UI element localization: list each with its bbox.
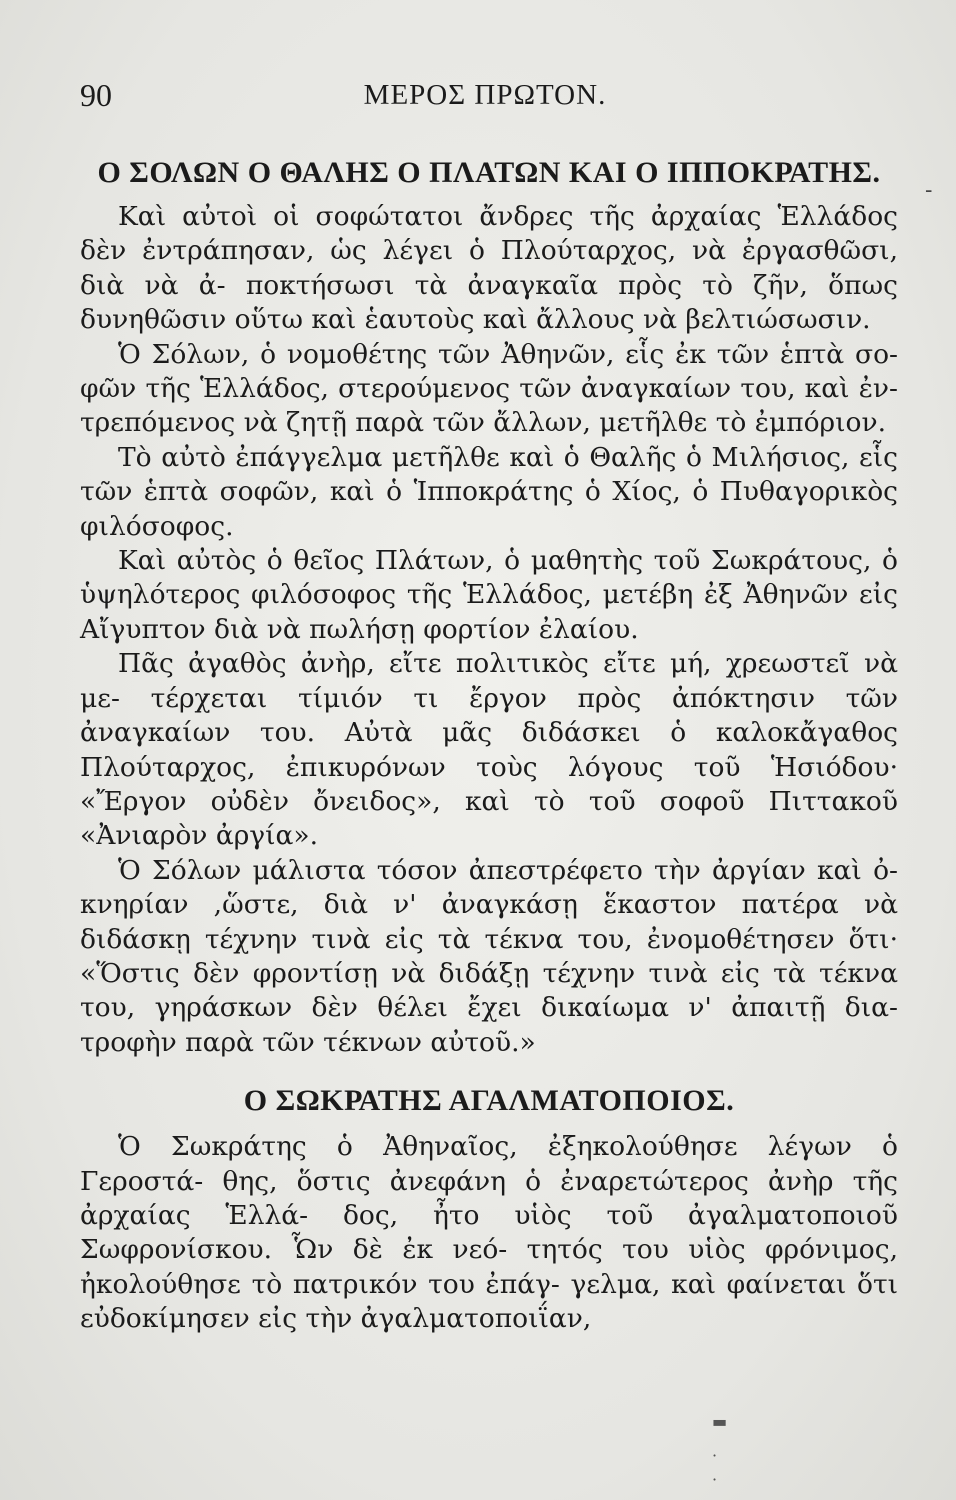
text-block — [80, 140, 898, 1337]
paragraph: Ὁ Σωκράτης ὁ Ἀθηναῖος, ἐξηκολούθησε λέγων ὁ Γεροστά- θης, ὅστις ἀνεφάνη ὁ ἐναρετώτερος ἀνὴρ τῆς ἀρχαίας Ἑλλά- δος, ἦτο υἱὸς τοῦ ἀγαλματοποιοῦ Σωφρονίσκου. Ὧν δὲ ἐκ νεό- τητός του υἱὸς φρόνιμος, ἠκολούθησε τὸ πατρικόν του ἐπάγ- γελμα, καὶ φαίνεται ὅτι εὐδοκίμησεν εἰς τὴν ἀγαλματοποιΐαν, — [80, 1131, 898, 1335]
running-head — [80, 70, 890, 120]
print-speck: ▬ — [712, 1412, 728, 1431]
margin-mark: - — [925, 178, 933, 203]
paragraph: Καὶ αὐτὸς ὁ θεῖος Πλάτων, ὁ μαθητὴς τοῦ Σωκράτους, ὁ ὑψηλότερος φιλόσοφος τῆς Ἑλλάδος, μετέβη ἐξ Ἀθηνῶν εἰς Αἴγυπτον διὰ νὰ πωλήσῃ φορτίον ἐλαίου. — [80, 545, 898, 645]
print-speck: · — [712, 1470, 718, 1489]
paragraph: Τὸ αὐτὸ ἐπάγγελμα μετῆλθε καὶ ὁ Θαλῆς ὁ Μιλήσιος, εἷς τῶν ἑπτὰ σοφῶν, καὶ ὁ Ἱπποκράτης ὁ Χίος, ὁ Πυθαγορικὸς φιλόσοφος. — [80, 441, 898, 542]
paragraph: Πᾶς ἀγαθὸς ἀνὴρ, εἴτε πολιτικὸς εἴτε μή, χρεωστεῖ νὰ με- τέρχεται τίμιόν τι ἔργον πρὸς ἀπόκτησιν τῶν ἀναγκαίων του. Αὐτὰ μᾶς διδάσκει ὁ καλοκἄγαθος Πλούταρχος, ἐπικυρόνων τοὺς λόγους τοῦ Ἡσιόδου· «Ἔργον οὐδὲν ὄνειδος», καὶ τὸ τοῦ σοφοῦ Πιττακοῦ «Ἀνιαρὸν ἀργία». — [80, 648, 898, 852]
paragraph: Ὁ Σόλων μάλιστα τόσον ἀπεστρέφετο τὴν ἀργίαν καὶ ὀ- κνηρίαν ,ὥστε, διὰ ν' ἀναγκάσῃ ἕκαστον πατέρα νὰ διδάσκῃ τέχνην τινὰ εἰς τὰ τέκνα του, ἐνομοθέτησεν ὅτι· «Ὅστις δὲν φροντίσῃ νὰ διδάξῃ τέχνην τινὰ εἰς τὰ τέκνα του, γηράσκων δὲν θέλει ἔχει δικαίωμα ν' ἀπαιτῇ δια- τροφὴν παρὰ τῶν τέκνων αὐτοῦ.» — [80, 854, 898, 1058]
page-number: 90 — [80, 77, 112, 113]
print-speck: · — [712, 1446, 718, 1465]
section-heading-solon: Ο ΣΟΛΩΝ Ο ΘΑΛΗΣ Ο ΠΛΑΤΩΝ ΚΑΙ Ο ΙΠΠΟΚΡΑΤΗΣ. — [97, 156, 881, 189]
paragraph: Ὁ Σόλων, ὁ νομοθέτης τῶν Ἀθηνῶν, εἷς ἐκ τῶν ἑπτὰ σο- φῶν τῆς Ἑλλάδος, στερούμενος τῶν ἀναγκαίων του, καὶ ἐν- τρεπόμενος νὰ ζητῇ παρὰ τῶν ἄλλων, μετῆλθε τὸ ἐμπόριον. — [80, 338, 898, 439]
running-title: ΜΕΡΟΣ ΠΡΩΤΟΝ. — [363, 79, 607, 111]
section-heading-socrates: Ο ΣΩΚΡΑΤΗΣ ΑΓΑΛΜΑΤΟΠΟΙΟΣ. — [243, 1084, 735, 1118]
paragraph: Καὶ αὐτοὶ οἱ σοφώτατοι ἄνδρες τῆς ἀρχαίας Ἑλλάδος δὲν ἐντράπησαν, ὡς λέγει ὁ Πλούταρχος, νὰ ἐργασθῶσι, διὰ νὰ ἀ- ποκτήσωσι τὰ ἀναγκαῖα πρὸς τὸ ζῆν, ὅπως δυνηθῶσιν οὕτω καὶ ἑαυτοὺς καὶ ἄλλους νὰ βελτιώσωσιν. — [80, 201, 898, 336]
